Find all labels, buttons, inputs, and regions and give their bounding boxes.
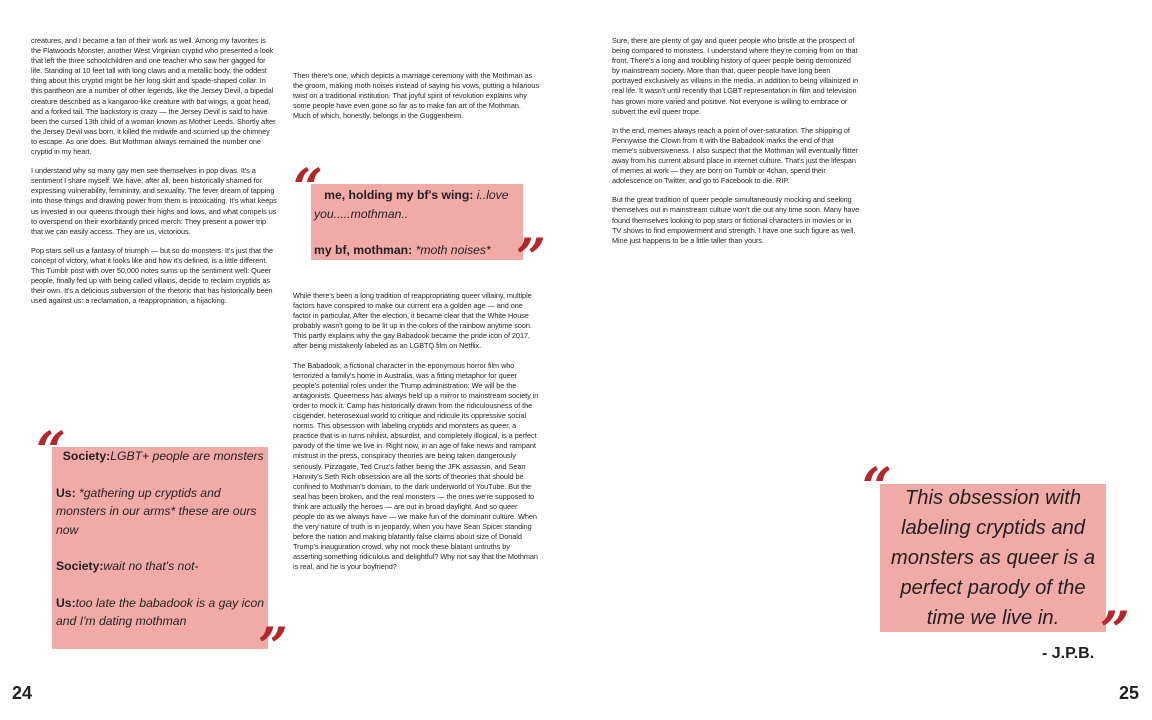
quote-text: LGBT+ people are monsters	[110, 449, 264, 463]
open-quote-mark-icon: “	[293, 158, 323, 219]
paragraph: Then there's one, which depicts a marriage ceremony with the Mothman as the groom, making moth noises instead of saying his vows, putting a hilarious twist on a traditional institution. That joyful spirit of revolution explains why some people have even gone so far as to make fan art of the Mothman. Much of which, honestly, belongs in the Guggenheim.	[293, 71, 539, 121]
pull-quote-box	[880, 484, 1106, 632]
tumblr-quote-box-middle	[311, 184, 523, 260]
quote-speaker: Society:	[62, 449, 111, 463]
close-quote-mark-icon: ”	[516, 228, 546, 289]
quote-text: i..love you.....mothman..	[314, 188, 509, 221]
paragraph: The Babadook, a fictional character in the eponymous horror film who terrorized a family's home in Australia, was a fitting metaphor for queer people's potential roles under the Trump administration: We will be the antagonists. Queerness has always held up a mirror to mainstream society in order to mock it. Camp has historically drawn from the ridiculousness of the cisgender, heterosexual world to critique and ridicule its oppressive social norms. This obsession with labeling cryptids and monsters as queer, a practice that is in turns nihilist, absurdist, and completely illogical, is a perfect parody of the time we live in. Right now, in an age of fake news and rampant mistrust in the press, conspiracy theories are being taken dangerously seriously. Pizzagate, Ted Cruz's father being the JFK assassin, and Sean Hannity's Seth Rich obsession are all the sorts of theories that should be confined to Mothman's domain, to the dark underworld of YouTube. But the seal has been broken, and the real monsters — the ones we're supposed to think are actually the heroes — are out in broad daylight. And so queer people do as we always have — we make fun of the dominant culture. When the very nature of truth is in jeopardy, when you have Sean Spicer standing before the nation and making blatantly false claims about size of Donald Trump's inauguration crowd, why not mock these blatant untruths by asserting something ridiculous and delightful? Why not say that the Mothman is real, and he is your boyfriend?	[293, 360, 539, 572]
quote-speaker: Us:	[56, 595, 76, 610]
article-column-middle-bottom	[293, 291, 539, 582]
paragraph: In the end, memes always reach a point of over-saturation. The shipping of Pennywise the Clown from It with the Babadook marks the end of that meme's subversiveness. I also suspect that the Mothman will eventually flitter away from his current absurd place in internet culture. That's just the lifespan of memes at work — they are born on Tumblr or 4chan, spend their adolescence on Twitter, and go to Facebook to die. RIP.	[612, 125, 859, 186]
quote-text: *moth noises*	[415, 243, 491, 257]
article-column-middle-top	[293, 71, 539, 130]
quote-line	[314, 241, 519, 260]
quote-text: too late the babadook is a gay icon and I'm dating mothman	[56, 595, 265, 628]
quote-line	[314, 186, 519, 223]
page-number-right: 25	[1119, 683, 1140, 703]
quote-text: wait no that's not-	[103, 559, 199, 573]
article-column-right	[612, 36, 860, 255]
pull-quote-attribution: - J.P.B.	[1042, 645, 1095, 662]
paragraph: Pop stars sell us a fantasy of triumph — but so do monsters. It's just that the concept of victory, what it looks like and how it's defined, is a little different. This Tumblr post with over 50,000 notes sums up the sentiment well: Queer people, finally fed up with being called villains, decide to reclaim cryptids as their own. It's a delicious subversion of the rhetoric that has historically been used against us: a reclamation, a reappropriation, a hijacking.	[31, 245, 274, 306]
quote-line	[56, 557, 264, 576]
tumblr-quote-box-left	[52, 447, 268, 649]
paragraph: creatures, and I became a fan of their work as well. Among my favorites is the Flatwoods Monster, another West Virginian cryptid who presented a look that left the three schoolchildren and one teacher who saw her gagged for life. Standing at 10 feet tall with long claws and a metallic body, the oddest thing about this cryptid might be her long skirt and spade-shaped collar. In this pantheon are a number of other legends, like the Jersey Devil, a bipedal creature described as a kangaroo-like creature with bat wings, a goat head, and a forked tail. The backstory is crazy — the Jersey Devil is said to have been the cursed 13th child of a woman known as Mother Leeds. Shortly after the Jersey Devil was born, it killed the midwife and scurried up the chimney to escape. As one does. But Mothman always remained the number one cryptid in my heart.	[31, 36, 276, 157]
quote-line	[56, 594, 264, 631]
pull-quote-text: This obsession with labeling cryptids and monsters as queer is a perfect parody of the time we live in.	[890, 487, 1096, 629]
quote-speaker: Us:	[56, 485, 76, 500]
open-quote-mark-icon: “	[36, 421, 66, 482]
paragraph: While there's been a long tradition of reappropriating queer villainy, multiple factors have conspired to make our current era a golden age — and one factor in particular. After the election, it became clear that the White House probably wasn't going to be lit up in the colors of the rainbow anytime soon. This partly explains why the gay Babadook became the pride icon of 2017, after being mistakenly labeled as an LGBTQ film on Netflix.	[293, 291, 532, 351]
open-quote-mark-icon: “	[862, 457, 892, 518]
paragraph: I understand why so many gay men see themselves in pop divas. It's a sentiment I share myself. We have, after all, been historically shamed for expressing vulnerability, femininity, and sexuality. The fever dream of tapping into those things and drawing power from them is intoxicating. It's what keeps us invested in our queens through their highs and lows, and what compels us to overspend on their exorbitantly priced merch: They present a power trip that we can easily access. They are us, victorious.	[31, 166, 277, 236]
quote-text: *gathering up cryptids and monsters in our arms* these are ours now	[56, 485, 257, 537]
close-quote-mark-icon: ”	[258, 617, 288, 678]
quote-line	[56, 447, 264, 466]
quote-speaker: Society:	[56, 559, 104, 573]
paragraph: Sure, there are plenty of gay and queer people who bristle at the prospect of being compared to monsters. I understand where they're coming from on that front. There's a long and troubling history of queer people being demonized by mainstream society. More than that, queer people have long been portrayed exclusively as villains in the media, in addition to being villainized in real life. It wasn't until recently that LGBT representation in film and television has grown more varied and positive. Not everyone is willing to embrace or subvert the evil queer trope.	[612, 36, 859, 116]
page-number-left: 24	[12, 683, 33, 703]
quote-speaker: my bf, mothman:	[314, 243, 413, 257]
close-quote-mark-icon: ”	[1100, 601, 1130, 662]
quote-speaker: me, holding my bf's wing:	[324, 188, 474, 202]
quote-line	[56, 484, 264, 540]
article-column-left	[31, 36, 277, 315]
paragraph: But the great tradition of queer people simultaneously mocking and seeking themselves out in mainstream culture won't die out any time soon. Many have found themselves looking to pop stars or fictional characters in movies or in TV shows to find empowerment and strength. I have one such figure as well. Mine just happens to be a little taller than yours.	[612, 195, 860, 245]
